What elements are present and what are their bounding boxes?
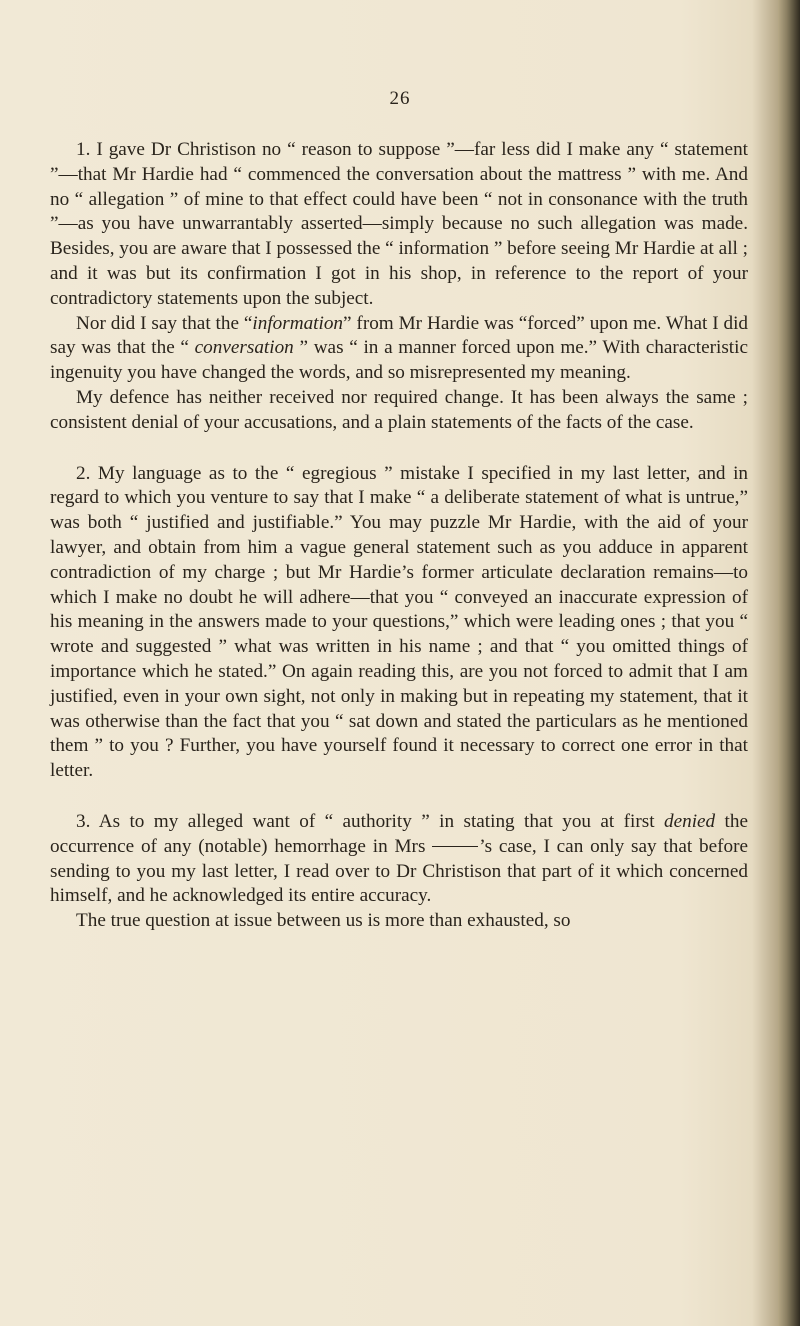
paragraph-6: The true question at issue between us is more than exhausted, so (76, 910, 571, 932)
emphasis-denied: denied (663, 810, 716, 832)
paragraph-1: 1. I gave Dr Christison no “ reason to suppose ”—far less did I make any “ statement ”—that Mr Hardie had “ commenced the conversation about the mattress ” with me. And no “ allegation ” of mine to that effect could have been “ not in consonance with the truth ”—as you have unwarrantably asserted—simply because no such allegation was made. Besides, you are aware that I possessed the “ information ” before seeing Mr Hardie at all ; and it was but its confirmation I got in his shop, in reference to the report of your contradictory statements upon the subject. (50, 139, 748, 309)
paragraph-5-text-d: ’s case, I can only say that before sending to you my last letter, I read over to Dr Christison that part of it which concerned himself, and he acknowledged its entire accuracy. (50, 835, 748, 907)
paragraph-5-text-c: the occurrence of any (notable) hemorrhage in Mrs (50, 810, 748, 857)
paragraph-5-text-a: 3. As to my alleged want of “ authority ” in stating that you at first (76, 810, 655, 832)
paragraph-2-text-a: Nor did I say that the “ (76, 312, 253, 334)
letter-body (50, 138, 748, 934)
paragraph-2 (50, 312, 748, 386)
name-blank-line (432, 846, 478, 847)
page-number: 26 (389, 88, 411, 109)
paragraph-4: 2. My language as to the “ egregious ” mistake I specified in my last letter, and in regard to which you venture to say that I make “ a deliberate statement of what is untrue,” was both “ justified and justifiable.” You may puzzle Mr Hardie, with the aid of your lawyer, and obtain from him a vague general statement such as you adduce in apparent contradiction of my charge ; but Mr Hardie’s former articulate declaration remains—to which I make no doubt he will adhere—that you “ conveyed an inaccurate expression of his meaning in the answers made to your questions,” which were leading ones ; that you “ wrote and suggested ” what was written in his name ; and that “ you omitted things of importance which he stated.” On again reading this, are you not forced to admit that I am justified, even in your own sight, not only in making but in repeating my statement, that it was otherwise than the fact that you “ sat down and stated the particulars as he mentioned them ” to you ? Further, you have yourself found it necessary to correct one error in that letter. (50, 462, 748, 782)
emphasis-conversation: conversation (194, 337, 294, 359)
paragraph-2-text-c: ” from Mr Hardie was “forced” upon me. What I did say was that the “ (50, 312, 748, 359)
paragraph-5 (50, 810, 748, 909)
book-binding-edge (778, 0, 800, 1326)
emphasis-information: information (252, 312, 344, 334)
paragraph-2-text-e: ” was “ in a manner forced upon me.” With characteristic ingenuity you have changed the words, and so misrepresented my meaning. (50, 337, 748, 384)
paragraph-3: My defence has neither received nor required change. It has been always the same ; consistent denial of your accusations, and a plain statements of the facts of the case. (50, 386, 748, 433)
